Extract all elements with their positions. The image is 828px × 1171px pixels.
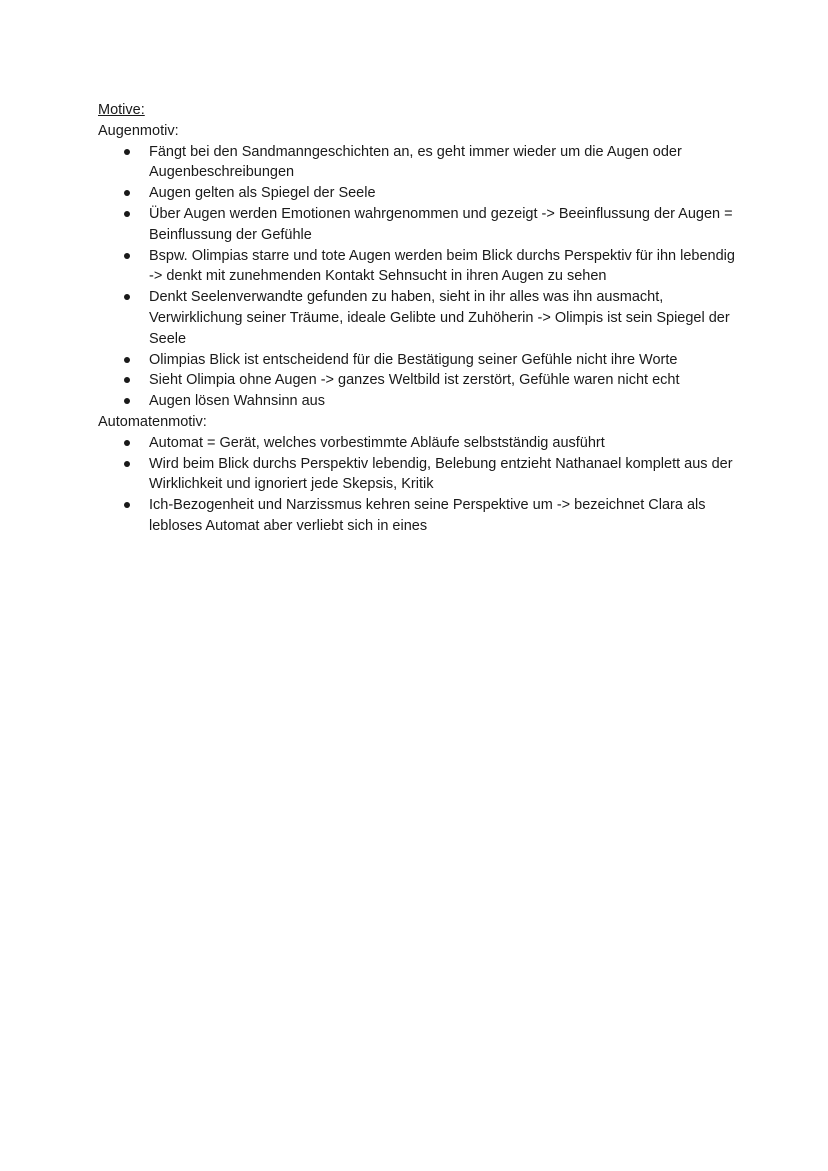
list-item: [98, 350, 738, 371]
list-item-text: Ich-Bezogenheit und Narzissmus kehren seine Perspektive um -> bezeichnet Clara als lebloses Automat aber verliebt sich in eines: [149, 497, 706, 534]
list-item-text: Wird beim Blick durchs Perspektiv lebendig, Belebung entzieht Nathanael komplett aus der Wirklichkeit und ignoriert jede Skepsis, Kritik: [149, 455, 733, 493]
list-item-text: Olimpias Blick ist entscheidend für die Bestätigung seiner Gefühle nicht ihre Worte: [149, 351, 678, 368]
bullet-icon: [124, 149, 130, 155]
list-item: [98, 204, 738, 246]
section-title-automatenmotiv: Automatenmotiv:: [98, 413, 207, 430]
list-item: [98, 433, 738, 454]
bullet-icon: [124, 377, 130, 383]
bullet-icon: [124, 294, 130, 300]
section-title-augenmotiv: Augenmotiv:: [98, 122, 179, 139]
bullet-list-augenmotiv: [98, 142, 738, 412]
bullet-icon: [124, 211, 130, 217]
document-page: [98, 100, 738, 537]
list-item: [98, 370, 738, 391]
list-item-text: Fängt bei den Sandmanngeschichten an, es geht immer wieder um die Augen oder Augenbeschreibungen: [149, 143, 682, 181]
list-item-text: Über Augen werden Emotionen wahrgenommen und gezeigt -> Beeinflussung der Augen = Beinflussung der Gefühle: [149, 205, 733, 243]
bullet-icon: [124, 357, 130, 363]
bullet-icon: [124, 461, 130, 467]
list-item: [98, 183, 738, 204]
bullet-list-automatenmotiv: [98, 433, 738, 537]
document-heading: Motive:: [98, 102, 145, 118]
bullet-icon: [124, 440, 130, 446]
list-item: [98, 142, 738, 184]
list-item-text: Sieht Olimpia ohne Augen -> ganzes Weltbild ist zerstört, Gefühle waren nicht echt: [149, 372, 680, 389]
list-item-text: Automat = Gerät, welches vorbestimmte Abläufe selbstständig ausführt: [149, 434, 605, 451]
list-item: [98, 246, 738, 288]
list-item-text: Augen lösen Wahnsinn aus: [149, 393, 325, 410]
list-item: [98, 287, 738, 349]
list-item: [98, 391, 738, 412]
list-item-text: Denkt Seelenverwandte gefunden zu haben, sieht in ihr alles was ihn ausmacht, Verwirklichung seiner Träume, ideale Gelibte und Zuhöherin -> Olimpis ist sein Spiegel der Seele: [149, 289, 730, 347]
bullet-icon: [124, 398, 130, 404]
list-item-text: Bspw. Olimpias starre und tote Augen werden beim Blick durchs Perspektiv für ihn lebendig -> denkt mit zunehmenden Kontakt Sehnsucht in ihren Augen zu sehen: [149, 247, 735, 285]
list-item: [98, 454, 738, 496]
bullet-icon: [124, 253, 130, 259]
list-item-text: Augen gelten als Spiegel der Seele: [149, 185, 376, 202]
bullet-icon: [124, 502, 130, 508]
bullet-icon: [124, 190, 130, 196]
list-item: [98, 495, 738, 537]
